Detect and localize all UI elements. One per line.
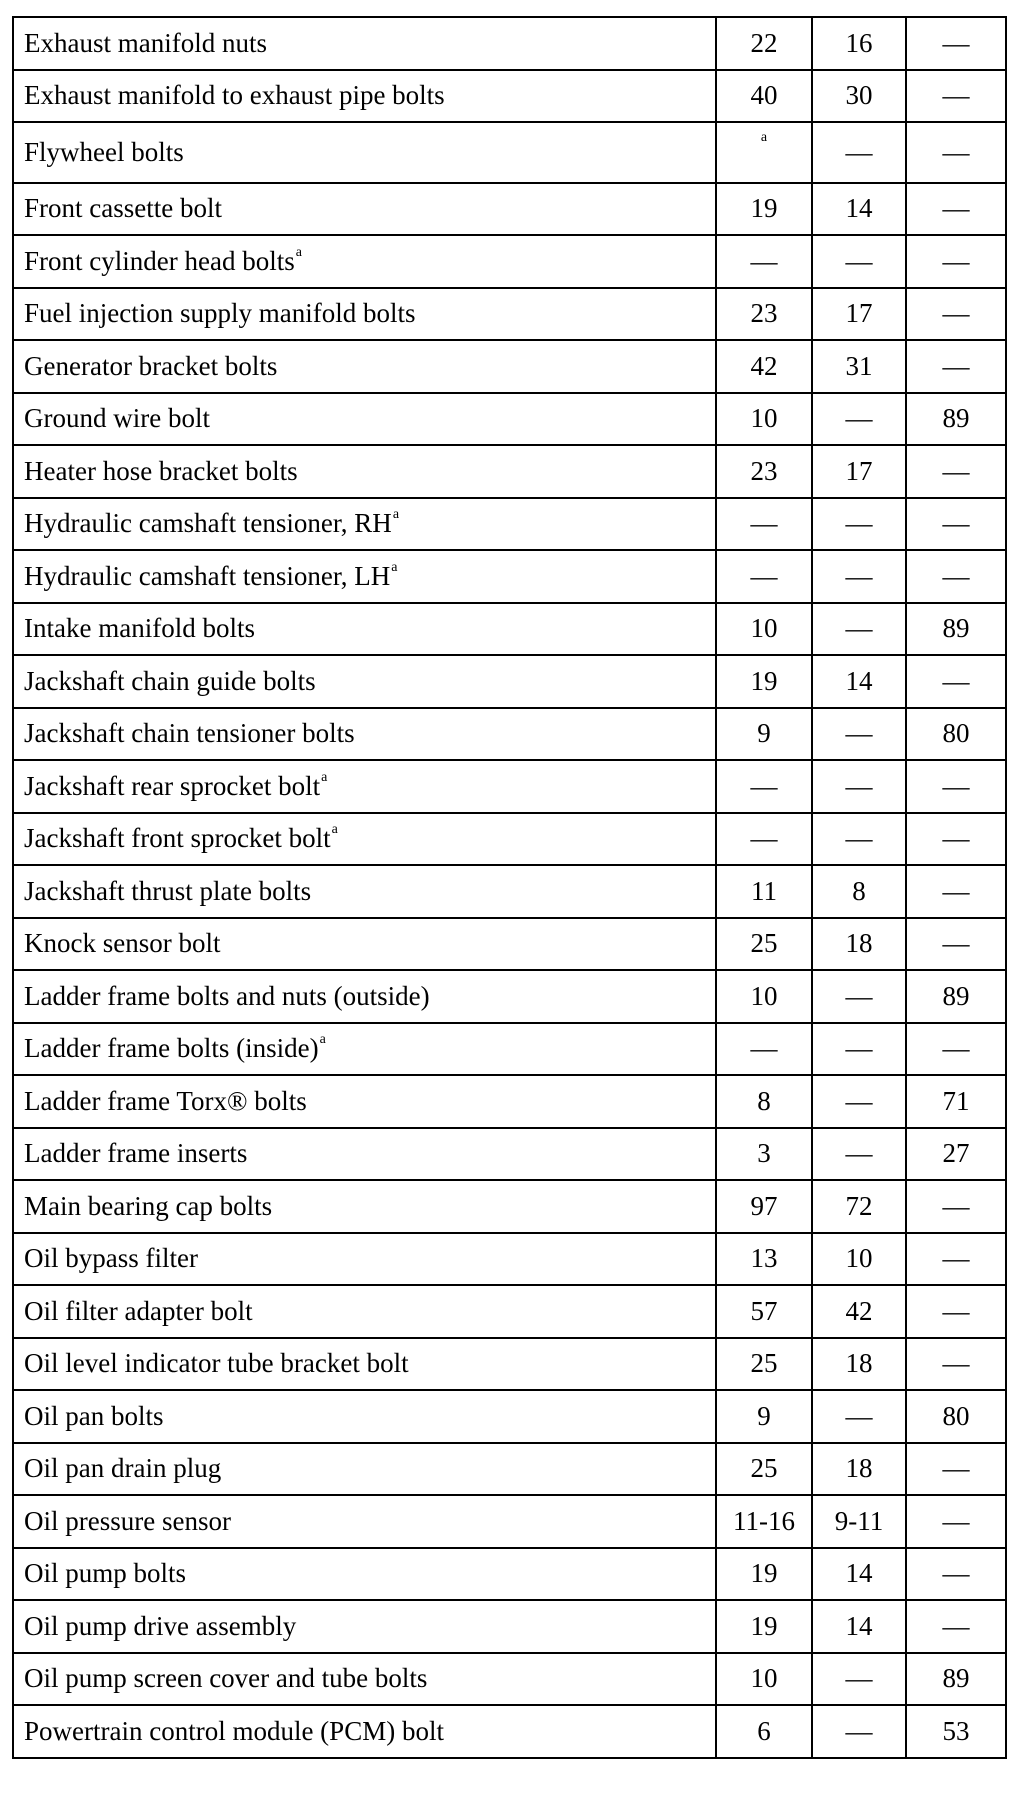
component-name: Intake manifold bolts	[24, 613, 255, 644]
torque-nm-cell: —	[716, 760, 812, 813]
torque-nm-cell: 11	[716, 865, 812, 918]
torque-lbin-cell: —	[906, 1495, 1006, 1548]
component-name-cell	[13, 970, 716, 1023]
torque-lbft-cell: 30	[812, 70, 906, 123]
component-name-cell	[13, 1128, 716, 1181]
torque-lbft-cell: 42	[812, 1285, 906, 1338]
component-name: Oil pump bolts	[24, 1558, 187, 1589]
table-row	[13, 1285, 1006, 1338]
torque-lbft-cell: —	[812, 708, 906, 761]
component-name-cell	[13, 122, 716, 183]
table-row	[13, 122, 1006, 183]
component-name-cell	[13, 655, 716, 708]
torque-lbft-cell: 14	[812, 1548, 906, 1601]
component-name: Oil pressure sensor	[24, 1505, 231, 1536]
component-name: Ladder frame inserts	[24, 1138, 248, 1169]
component-name-cell	[13, 1180, 716, 1233]
table-row	[13, 1128, 1006, 1181]
torque-lbft-cell: 9-11	[812, 1495, 906, 1548]
torque-lbft-cell: 31	[812, 340, 906, 393]
component-name: Hydraulic camshaft tensioner, RH	[24, 508, 392, 539]
table-row	[13, 1075, 1006, 1128]
component-name: Front cassette bolt	[24, 193, 222, 224]
component-name: Exhaust manifold nuts	[24, 27, 267, 58]
component-name-cell	[13, 1338, 716, 1391]
component-name: Knock sensor bolt	[24, 928, 221, 959]
table-row	[13, 865, 1006, 918]
torque-lbin-cell: —	[906, 340, 1006, 393]
torque-lbin-cell: —	[906, 1338, 1006, 1391]
component-name-cell	[13, 550, 716, 603]
table-row	[13, 498, 1006, 551]
torque-nm-cell: 10	[716, 970, 812, 1023]
torque-nm-cell: 9	[716, 708, 812, 761]
component-name: Jackshaft thrust plate bolts	[24, 875, 312, 906]
table-row	[13, 708, 1006, 761]
table-row	[13, 655, 1006, 708]
torque-nm-cell: 10	[716, 393, 812, 446]
component-name-cell	[13, 918, 716, 971]
component-name-cell	[13, 1653, 716, 1706]
torque-lbft-cell: —	[812, 393, 906, 446]
component-name: Oil pump screen cover and tube bolts	[24, 1663, 428, 1694]
torque-table-body	[13, 17, 1006, 1758]
torque-nm-cell: a	[716, 122, 812, 183]
torque-lbft-cell: 14	[812, 1600, 906, 1653]
component-name: Oil filter adapter bolt	[24, 1295, 253, 1326]
component-name-cell	[13, 1600, 716, 1653]
component-name-cell	[13, 445, 716, 498]
component-name-cell	[13, 498, 716, 551]
torque-nm-cell: 3	[716, 1128, 812, 1181]
torque-lbft-cell: 72	[812, 1180, 906, 1233]
torque-lbft-cell: —	[812, 813, 906, 866]
component-name-cell	[13, 1390, 716, 1443]
torque-lbin-cell: 80	[906, 708, 1006, 761]
table-row	[13, 235, 1006, 288]
component-name-cell	[13, 1443, 716, 1496]
component-name-cell	[13, 1075, 716, 1128]
component-name: Ladder frame Torx® bolts	[24, 1085, 307, 1116]
component-name-cell	[13, 17, 716, 70]
torque-lbft-cell: —	[812, 1705, 906, 1758]
torque-nm-cell: —	[716, 813, 812, 866]
torque-lbft-cell: 14	[812, 655, 906, 708]
torque-lbft-cell: —	[812, 1390, 906, 1443]
torque-lbin-cell: —	[906, 445, 1006, 498]
component-name: Oil level indicator tube bracket bolt	[24, 1348, 409, 1379]
table-row	[13, 183, 1006, 236]
component-name-cell	[13, 603, 716, 656]
torque-nm-cell: 10	[716, 1653, 812, 1706]
component-name: Ground wire bolt	[24, 403, 210, 434]
torque-lbft-cell: —	[812, 235, 906, 288]
component-name-cell	[13, 865, 716, 918]
table-row	[13, 288, 1006, 341]
torque-lbin-cell: —	[906, 498, 1006, 551]
torque-lbft-cell: —	[812, 122, 906, 183]
footnote-marker: a	[391, 559, 398, 575]
footnote-marker: a	[321, 769, 328, 785]
table-row	[13, 1548, 1006, 1601]
torque-lbin-cell: 89	[906, 393, 1006, 446]
torque-lbin-cell: —	[906, 1548, 1006, 1601]
torque-lbin-cell: —	[906, 1180, 1006, 1233]
torque-nm-cell: 42	[716, 340, 812, 393]
torque-nm-cell: 13	[716, 1233, 812, 1286]
torque-lbin-cell: —	[906, 17, 1006, 70]
component-name: Exhaust manifold to exhaust pipe bolts	[24, 80, 445, 111]
torque-lbft-cell: —	[812, 550, 906, 603]
component-name-cell	[13, 340, 716, 393]
table-row	[13, 1390, 1006, 1443]
torque-nm-cell: 25	[716, 918, 812, 971]
component-name: Ladder frame bolts and nuts (outside)	[24, 980, 430, 1011]
footnote-marker: a	[392, 507, 400, 523]
torque-lbft-cell: 10	[812, 1233, 906, 1286]
table-row	[13, 1023, 1006, 1076]
torque-lbin-cell: —	[906, 1285, 1006, 1338]
torque-nm-cell: 19	[716, 655, 812, 708]
torque-lbft-cell: 17	[812, 288, 906, 341]
torque-lbin-cell: —	[906, 865, 1006, 918]
torque-nm-cell: 8	[716, 1075, 812, 1128]
torque-lbft-cell: 18	[812, 918, 906, 971]
table-row	[13, 813, 1006, 866]
torque-lbft-cell: —	[812, 1128, 906, 1181]
component-name-cell	[13, 1548, 716, 1601]
torque-lbft-cell: 17	[812, 445, 906, 498]
component-name: Powertrain control module (PCM) bolt	[24, 1715, 444, 1746]
torque-lbin-cell: —	[906, 655, 1006, 708]
torque-spec-table	[12, 16, 1007, 1759]
torque-lbin-cell: —	[906, 918, 1006, 971]
torque-nm-cell: 9	[716, 1390, 812, 1443]
table-row	[13, 17, 1006, 70]
torque-lbft-cell: —	[812, 603, 906, 656]
torque-lbft-cell: 18	[812, 1338, 906, 1391]
footnote-marker: a	[319, 1032, 326, 1048]
component-name: Heater hose bracket bolts	[24, 455, 298, 486]
torque-nm-cell: —	[716, 550, 812, 603]
component-name: Oil pump drive assembly	[24, 1610, 297, 1641]
torque-lbin-cell: —	[906, 122, 1006, 183]
torque-lbin-cell: 71	[906, 1075, 1006, 1128]
torque-nm-cell: 97	[716, 1180, 812, 1233]
torque-lbin-cell: —	[906, 550, 1006, 603]
component-name: Main bearing cap bolts	[24, 1190, 273, 1221]
torque-lbin-cell: 27	[906, 1128, 1006, 1181]
component-name-cell	[13, 1705, 716, 1758]
component-name-cell	[13, 1285, 716, 1338]
footnote-marker: a	[331, 822, 338, 838]
component-name: Ladder frame bolts (inside)	[24, 1033, 319, 1064]
component-name: Hydraulic camshaft tensioner, LH	[24, 560, 391, 591]
torque-lbft-cell: —	[812, 1075, 906, 1128]
component-name-cell	[13, 760, 716, 813]
component-name-cell	[13, 393, 716, 446]
torque-lbin-cell: —	[906, 70, 1006, 123]
table-row	[13, 603, 1006, 656]
table-row	[13, 1338, 1006, 1391]
component-name: Generator bracket bolts	[24, 350, 278, 381]
torque-nm-cell: 25	[716, 1338, 812, 1391]
component-name-cell	[13, 1023, 716, 1076]
torque-lbin-cell: —	[906, 1233, 1006, 1286]
component-name-cell	[13, 1233, 716, 1286]
torque-lbft-cell: —	[812, 498, 906, 551]
torque-lbft-cell: 8	[812, 865, 906, 918]
table-row	[13, 393, 1006, 446]
component-name-cell	[13, 70, 716, 123]
footnote-marker: a	[295, 244, 302, 260]
torque-nm-cell: 57	[716, 1285, 812, 1338]
torque-lbin-cell: —	[906, 813, 1006, 866]
component-name: Oil pan bolts	[24, 1400, 164, 1431]
component-name: Oil pan drain plug	[24, 1453, 222, 1484]
component-name-cell	[13, 235, 716, 288]
torque-nm-cell: 10	[716, 603, 812, 656]
torque-lbft-cell: 18	[812, 1443, 906, 1496]
torque-lbin-cell: —	[906, 235, 1006, 288]
torque-lbin-cell: —	[906, 1023, 1006, 1076]
component-name: Flywheel bolts	[24, 136, 184, 167]
component-name-cell	[13, 708, 716, 761]
torque-nm-cell: 6	[716, 1705, 812, 1758]
torque-nm-cell: 23	[716, 445, 812, 498]
torque-nm-cell: —	[716, 498, 812, 551]
component-name: Fuel injection supply manifold bolts	[24, 298, 416, 329]
torque-lbin-cell: 89	[906, 1653, 1006, 1706]
component-name-cell	[13, 288, 716, 341]
torque-lbin-cell: —	[906, 760, 1006, 813]
torque-lbin-cell: —	[906, 288, 1006, 341]
component-name-cell	[13, 813, 716, 866]
table-row	[13, 1653, 1006, 1706]
torque-lbin-cell: 80	[906, 1390, 1006, 1443]
torque-lbin-cell: 53	[906, 1705, 1006, 1758]
table-row	[13, 760, 1006, 813]
table-row	[13, 918, 1006, 971]
torque-nm-cell: 11-16	[716, 1495, 812, 1548]
torque-lbin-cell: —	[906, 183, 1006, 236]
torque-nm-cell: —	[716, 235, 812, 288]
component-name: Jackshaft chain tensioner bolts	[24, 718, 355, 749]
torque-lbin-cell: 89	[906, 603, 1006, 656]
table-row	[13, 550, 1006, 603]
table-row	[13, 1705, 1006, 1758]
table-row	[13, 70, 1006, 123]
torque-lbin-cell: —	[906, 1443, 1006, 1496]
torque-nm-cell: 40	[716, 70, 812, 123]
table-row	[13, 1443, 1006, 1496]
table-row	[13, 1180, 1006, 1233]
torque-lbft-cell: 14	[812, 183, 906, 236]
torque-lbin-cell: 89	[906, 970, 1006, 1023]
table-row	[13, 970, 1006, 1023]
torque-nm-cell: 19	[716, 183, 812, 236]
component-name: Front cylinder head bolts	[24, 245, 295, 276]
table-row	[13, 1495, 1006, 1548]
component-name-cell	[13, 1495, 716, 1548]
torque-lbft-cell: 16	[812, 17, 906, 70]
torque-nm-cell: 19	[716, 1548, 812, 1601]
torque-lbin-cell: —	[906, 1600, 1006, 1653]
torque-lbft-cell: —	[812, 760, 906, 813]
torque-nm-cell: 22	[716, 17, 812, 70]
component-name-cell	[13, 183, 716, 236]
torque-nm-cell: 19	[716, 1600, 812, 1653]
table-row	[13, 1233, 1006, 1286]
torque-lbft-cell: —	[812, 1653, 906, 1706]
component-name: Jackshaft front sprocket bolt	[24, 823, 331, 854]
torque-nm-cell: —	[716, 1023, 812, 1076]
table-row	[13, 445, 1006, 498]
component-name: Oil bypass filter	[24, 1243, 198, 1274]
torque-lbft-cell: —	[812, 1023, 906, 1076]
table-row	[13, 340, 1006, 393]
table-row	[13, 1600, 1006, 1653]
component-name: Jackshaft chain guide bolts	[24, 665, 316, 696]
component-name: Jackshaft rear sprocket bolt	[24, 770, 321, 801]
torque-lbft-cell: —	[812, 970, 906, 1023]
torque-nm-cell: 23	[716, 288, 812, 341]
torque-nm-cell: 25	[716, 1443, 812, 1496]
